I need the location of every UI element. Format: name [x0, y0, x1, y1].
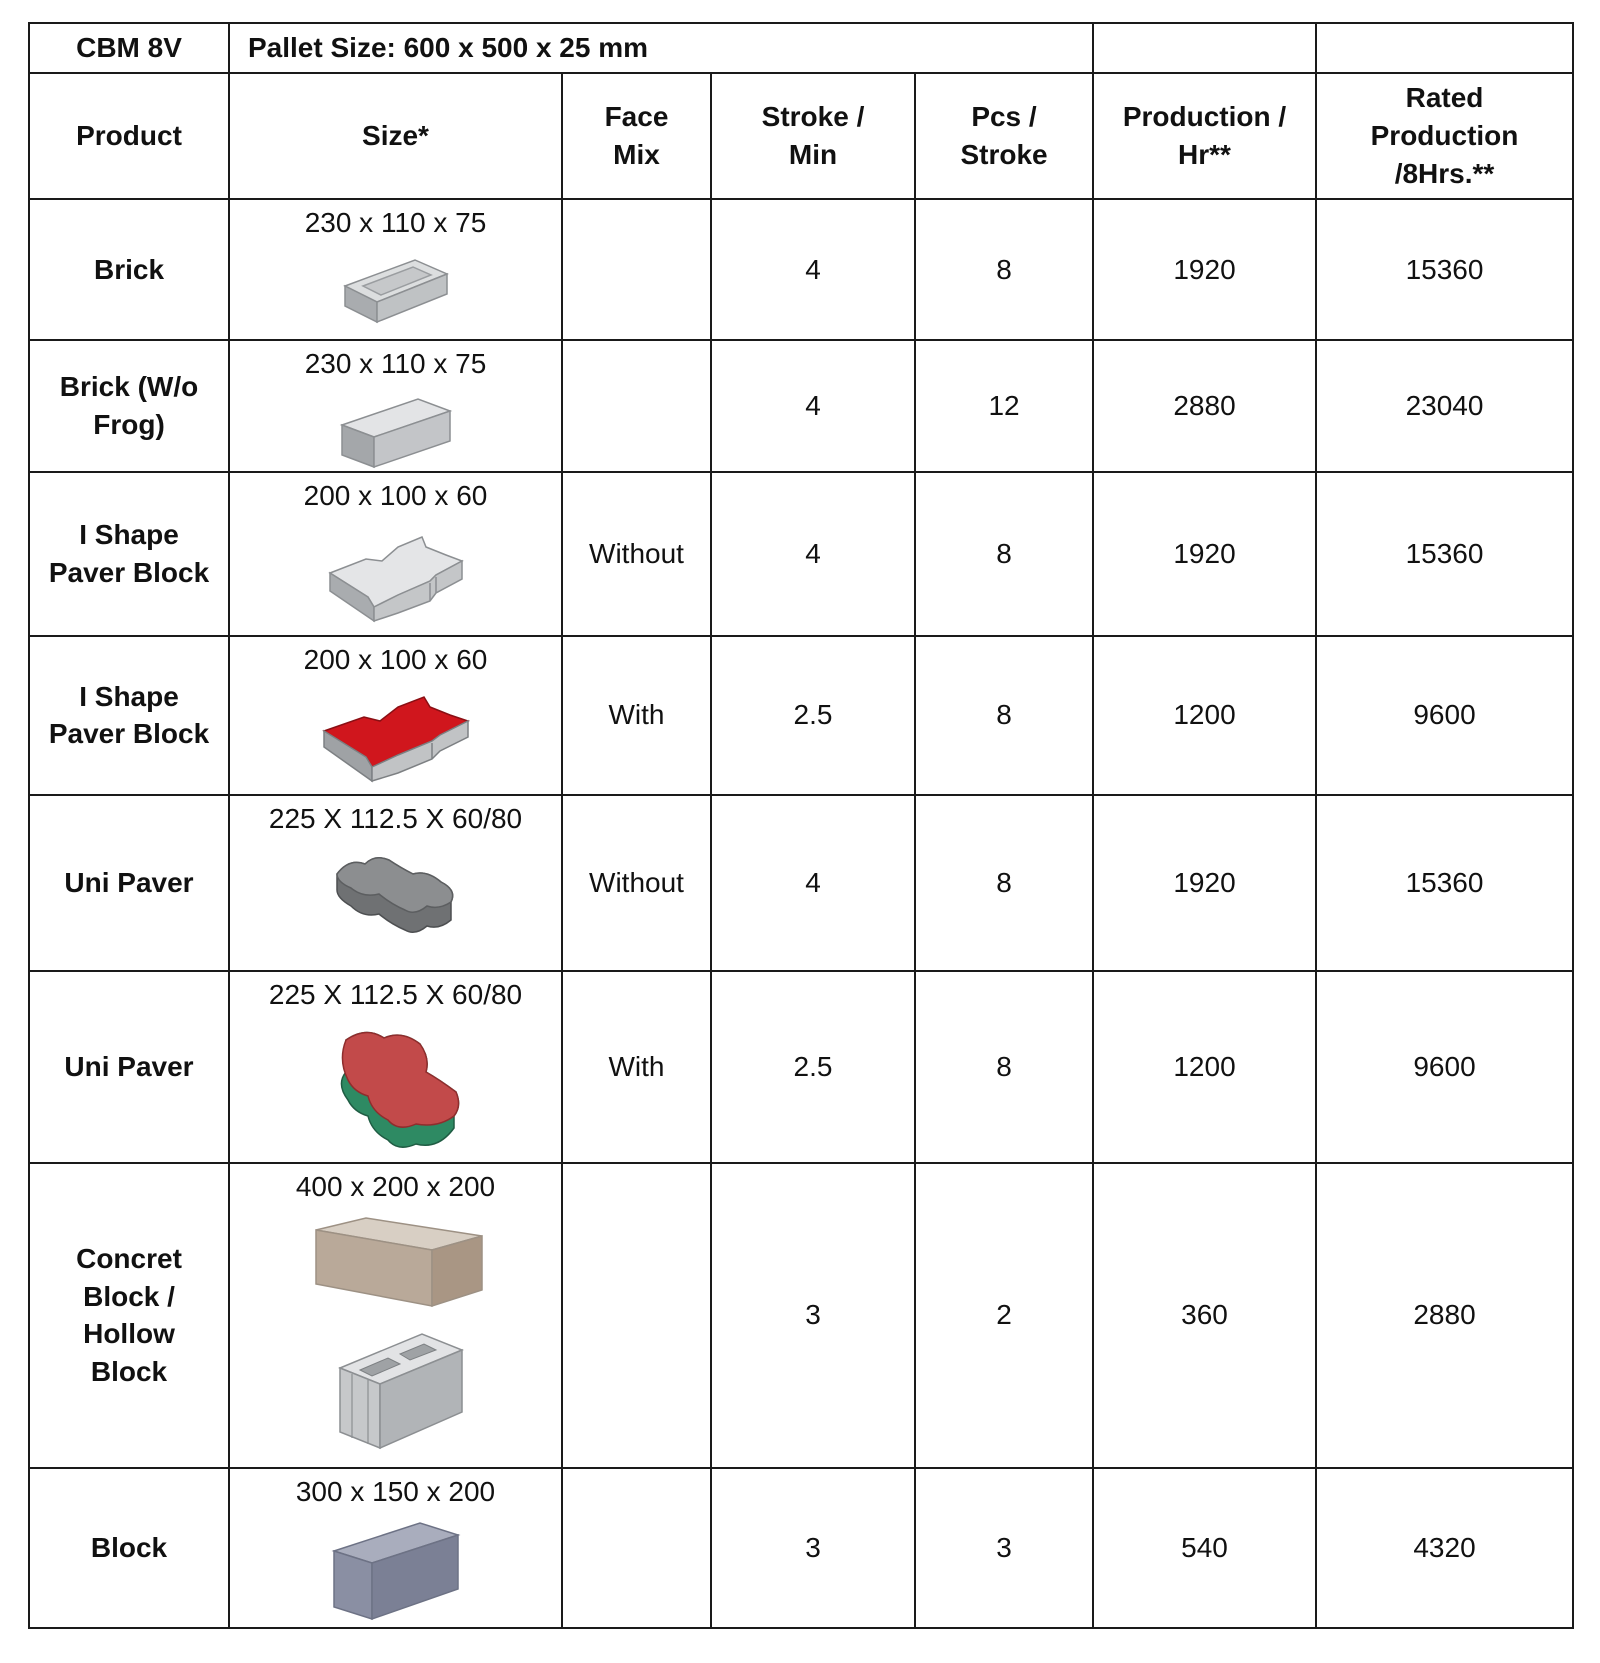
header-line: Production / — [1122, 101, 1287, 133]
stroke-min-cell: 4 — [711, 199, 915, 340]
rated-production-cell: 15360 — [1316, 472, 1573, 636]
product-cell — [29, 472, 229, 636]
rated-production-cell: 9600 — [1316, 971, 1573, 1163]
rated-production-cell: 15360 — [1316, 199, 1573, 340]
size-cell — [229, 199, 562, 340]
product-line: Brick — [93, 253, 165, 285]
production-hr-cell: 2880 — [1093, 340, 1316, 472]
production-hr-cell: 1920 — [1093, 472, 1316, 636]
header-size: Size* — [229, 73, 562, 199]
product-line: Uni Paver — [64, 1050, 194, 1082]
table-row — [29, 636, 1573, 795]
pallet-size: Pallet Size: 600 x 500 x 25 mm — [229, 23, 915, 73]
size-label: 200 x 100 x 60 — [303, 479, 488, 511]
rated-production-cell: 23040 — [1316, 340, 1573, 472]
product-line: I Shape — [79, 519, 179, 550]
pcs-stroke-cell: 8 — [915, 795, 1093, 971]
rated-production-cell: 2880 — [1316, 1163, 1573, 1468]
face-mix-cell: Without — [562, 795, 711, 971]
pcs-stroke-cell: 2 — [915, 1163, 1093, 1468]
header-face-mix — [562, 73, 711, 199]
face-mix-cell: With — [562, 636, 711, 795]
stroke-min-cell: 2.5 — [711, 636, 915, 795]
production-table — [28, 22, 1574, 1629]
face-mix-cell: With — [562, 971, 711, 1163]
size-cell — [229, 971, 562, 1163]
size-cell — [229, 1163, 562, 1468]
product-line: Brick (W/o — [59, 371, 199, 403]
size-cell — [229, 636, 562, 795]
product-line: Concret — [76, 1242, 182, 1274]
product-cell — [29, 971, 229, 1163]
header-line: Stroke / — [761, 101, 865, 133]
product-line: Block / — [83, 1280, 175, 1312]
face-mix-cell — [562, 1468, 711, 1628]
pcs-stroke-cell: 8 — [915, 636, 1093, 795]
header-line: Mix — [613, 139, 660, 170]
product-line: Paver Block — [48, 556, 210, 588]
stroke-min-cell: 3 — [711, 1468, 915, 1628]
table-row — [29, 971, 1573, 1163]
header-production-hr — [1093, 73, 1316, 199]
header-line: Rated — [1405, 82, 1484, 114]
product-line: Frog) — [93, 408, 165, 440]
table-row — [29, 795, 1573, 971]
size-label: 400 x 200 x 200 — [295, 1170, 496, 1202]
uni-paver-red-icon — [326, 1020, 466, 1156]
face-mix-cell — [562, 199, 711, 340]
product-line: Block — [90, 1356, 168, 1388]
header-line: Pcs / — [971, 101, 1037, 133]
header-pcs-stroke — [915, 73, 1093, 199]
production-hr-cell: 1920 — [1093, 199, 1316, 340]
size-cell — [229, 1468, 562, 1628]
header-line: /8Hrs.** — [1394, 157, 1495, 189]
production-hr-cell: 360 — [1093, 1163, 1316, 1468]
size-label: 200 x 100 x 60 — [303, 643, 488, 675]
stroke-min-cell: 2.5 — [711, 971, 915, 1163]
header-row — [29, 73, 1573, 199]
title-row — [29, 23, 1573, 73]
size-label: 230 x 110 x 75 — [304, 348, 487, 379]
pcs-stroke-cell: 8 — [915, 199, 1093, 340]
product-line: I Shape — [79, 680, 179, 712]
production-hr-cell: 1920 — [1093, 795, 1316, 971]
product-cell — [29, 1163, 229, 1468]
size-label: 230 x 110 x 75 — [304, 207, 487, 238]
face-mix-cell: Without — [562, 472, 711, 636]
table-row — [29, 340, 1573, 472]
product-line: Block — [90, 1531, 168, 1563]
stroke-min-cell: 4 — [711, 795, 915, 971]
header-rated-production — [1316, 73, 1573, 199]
size-label: 225 X 112.5 X 60/80 — [268, 802, 523, 834]
header-line: Production — [1370, 120, 1519, 152]
production-hr-cell: 540 — [1093, 1468, 1316, 1628]
production-hr-cell: 1200 — [1093, 636, 1316, 795]
stroke-min-cell: 4 — [711, 472, 915, 636]
rated-production-cell: 15360 — [1316, 795, 1573, 971]
size-label: 225 X 112.5 X 60/80 — [268, 978, 523, 1010]
product-cell — [29, 1468, 229, 1628]
header-line: Hr** — [1178, 139, 1231, 170]
header-product: Product — [29, 73, 229, 199]
face-mix-cell — [562, 1163, 711, 1468]
uni-paver-grey-icon — [331, 844, 461, 948]
rated-production-cell: 9600 — [1316, 636, 1573, 795]
stroke-min-cell: 3 — [711, 1163, 915, 1468]
header-line: Min — [788, 139, 838, 170]
pcs-stroke-cell: 3 — [915, 1468, 1093, 1628]
size-cell — [229, 472, 562, 636]
pcs-stroke-cell: 12 — [915, 340, 1093, 472]
face-mix-cell — [562, 340, 711, 472]
i-shape-paver-grey-icon — [326, 521, 466, 625]
table-row — [29, 472, 1573, 636]
stroke-min-cell: 4 — [711, 340, 915, 472]
product-line: Uni Paver — [64, 866, 194, 898]
size-cell — [229, 795, 562, 971]
size-label: 300 x 150 x 200 — [295, 1475, 496, 1507]
header-line: Face — [604, 101, 669, 133]
table-row — [29, 1468, 1573, 1628]
title-empty-cell — [915, 23, 1093, 73]
pcs-stroke-cell: 8 — [915, 971, 1093, 1163]
model-name: CBM 8V — [29, 23, 229, 73]
product-line: Hollow — [83, 1318, 175, 1350]
solid-brick-icon — [338, 389, 454, 471]
i-shape-paver-red-icon — [320, 685, 472, 785]
product-cell — [29, 636, 229, 795]
table-row — [29, 1163, 1573, 1468]
title-empty-cell — [1093, 23, 1316, 73]
table-row — [29, 199, 1573, 340]
header-stroke-min — [711, 73, 915, 199]
rated-production-cell: 4320 — [1316, 1468, 1573, 1628]
size-cell — [229, 340, 562, 472]
product-cell — [29, 199, 229, 340]
concrete-hollow-block-icon — [306, 1212, 486, 1452]
product-cell — [29, 795, 229, 971]
product-line: Paver Block — [48, 718, 210, 750]
brick-with-frog-icon — [341, 248, 451, 328]
pcs-stroke-cell: 8 — [915, 472, 1093, 636]
product-cell — [29, 340, 229, 472]
block-icon — [328, 1517, 464, 1623]
production-hr-cell: 1200 — [1093, 971, 1316, 1163]
header-line: Stroke — [960, 139, 1048, 170]
title-empty-cell — [1316, 23, 1573, 73]
